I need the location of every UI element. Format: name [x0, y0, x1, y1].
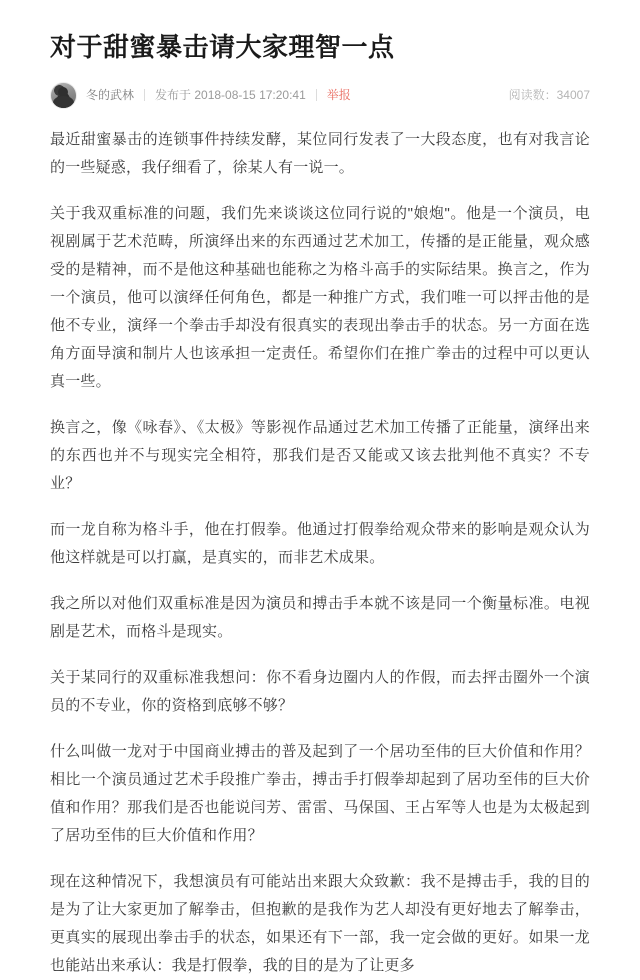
- article-paragraph: 而一龙自称为格斗手，他在打假拳。他通过打假拳给观众带来的影响是观众认为他这样就是可以打赢，是真实的，而非艺术成果。: [50, 521, 590, 566]
- article-body: [0, 110, 640, 980]
- view-count: 阅读数：34007: [508, 87, 590, 102]
- article-paragraph: 现在这种情况下，我想演员有可能站出来跟大众致歉：我不是搏击手，我的目的是为了让大家更加了解拳击，但抱歉的是我作为艺人却没有更好地去了解拳击，更真实的展现出拳击手的状态，如果还有下一部，我一定会做的更好。如果一龙也能站出来承认：我是打假拳，我的目的是为了让更多: [50, 873, 590, 974]
- page-title: 对于甜蜜暴击请大家理智一点: [50, 32, 395, 62]
- avatar-head-shape: [58, 87, 68, 97]
- article-paragraph: 什么叫做一龙对于中国商业搏击的普及起到了一个居功至伟的巨大价值和作用？相比一个演员通过艺术手段推广拳击，搏击手打假拳却起到了居功至伟的巨大价值和作用？那我们是否也能说闫芳、雷雷、马保国、王占军等人也是为太极起到了居功至伟的巨大价值和作用？: [50, 743, 590, 844]
- byline: [0, 66, 640, 110]
- article-paragraph: 关于某同行的双重标准我想问：你不看身边圈内人的作假，而去抨击圈外一个演员的不专业，你的资格到底够不够？: [50, 669, 590, 714]
- author-name[interactable]: 冬的武林: [86, 87, 135, 102]
- publish-date: 发布于 2018-08-15 17:20:41: [155, 87, 306, 102]
- avatar[interactable]: [50, 82, 77, 109]
- article-paragraph: 换言之，像《咏春》、《太极》等影视作品通过艺术加工传播了正能量，演绎出来的东西也并不与现实完全相符，那我们是否又能或又该去批判他不真实？不专业？: [50, 419, 590, 492]
- avatar-body-shape: [53, 96, 74, 109]
- article-paragraph: 我之所以对他们双重标准是因为演员和搏击手本就不该是同一个衡量标准。电视剧是艺术，而格斗是现实。: [50, 595, 590, 640]
- byline-divider: [144, 89, 145, 101]
- byline-divider: [316, 89, 317, 101]
- report-link[interactable]: 举报: [326, 87, 351, 102]
- article-paragraph: 关于我双重标准的问题，我们先来谈谈这位同行说的"娘炮"。他是一个演员，电视剧属于艺术范畴，所演绎出来的东西通过艺术加工，传播的是正能量，观众感受的是精神，而不是他这种基础也能称之为格斗高手的实际结果。换言之，作为一个演员，他可以演绎任何角色，都是一种推广方式，我们唯一可以抨击他的是他不专业，演绎一个拳击手却没有很真实的表现出拳击手的状态。另一方面在选角方面导演和制片人也该承担一定责任。希望你们在推广拳击的过程中可以更认真一些。: [50, 205, 590, 390]
- article-paragraph: 最近甜蜜暴击的连锁事件持续发酵，某位同行发表了一大段态度，也有对我言论的一些疑惑，我仔细看了，徐某人有一说一。: [50, 131, 590, 176]
